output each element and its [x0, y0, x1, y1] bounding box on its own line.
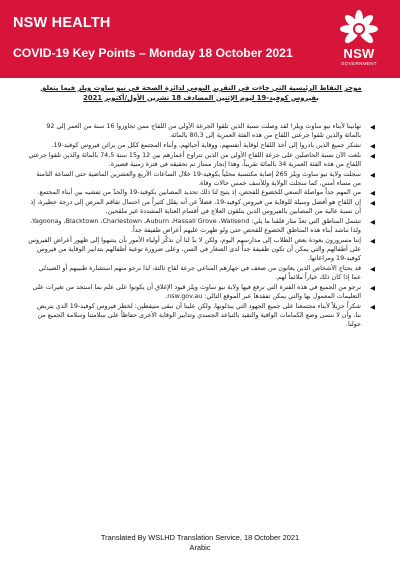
point-text: تشمل المناطق التي تعدّ مثار قلقنا ما يلي: Blacktown ،Charlestown ،Auburn ،Hassall Grove ،Wallsend، وYagoona، ولذا نناشد أبناء هذه المناطق الخضوع للفحص حتى ولو ظهرت عليهم أعراض طفيفة جداً. — [29, 218, 361, 235]
point-text: قد يحتاج الأشخاص الذين يعانون من ضعف في جهازهم المناعي جرعة لقاح ثالثة، لذا نرجو منهم استشارة طبيبهم أو الصيدلي عما إذا كان ذلك خياراً ملائماً لهم. — [38, 265, 361, 282]
point-text: نرجو من الجميع في هذه الفترة التي ترفع فيها ولاية نيو ساوث ويلز قيود الإغلاق أن يكونوا على علم بما استجد من تغيرات على التعليمات المعمول بها والتي يمكن تفقدها عبر الموقع التالي: nsw.gov.au. — [32, 284, 361, 301]
list-item — [28, 302, 375, 329]
point-text: نشكر جميع الذين بادروا إلى أخذ اللقاح لوقاية أنفسهم، ووقاية أحبائهم، وأبناء المجتمع ككل من براثن فيروس كوفيد-19. — [51, 141, 361, 149]
bullet-arrow-icon: ◀ — [370, 170, 375, 179]
list-item — [28, 151, 375, 169]
point-text: شكراً جزيلاً لأبناء مجتمعنا على جميع الجهود التي يبذلونها، ولكن علينا أن نبقى متيقظين: لخطر فيروس كوفيد-19 الذي يتربص بنا، وأن لا ننسى وضع الكمامات الواقية والتقيد بالتباعد الجسدي وتدابير الوقاية الأخرى حفاظاً على سلامتنا وسلامة الجميع من حولنا. — [37, 302, 361, 329]
document-heading: موجز النقاط الرئيسية التي جاءت في التقرير اليومي لدائرة الصحة في نيو ساوث ويلز فيما يتعلق بفيروس كوفيد-19 ليوم الإثنين المصادف 18 تشرين الأول/أكتوبر 2021 — [40, 84, 362, 102]
bullet-arrow-icon: ◀ — [370, 265, 375, 274]
point-text: من المهم جداً مواصلة السعي للخضوع للفحص، إذ يتيح لنا ذلك تحديد المصابين بكوفيد-19 والحدّ من تفشيه بين أبناء المجتمع. — [37, 189, 361, 197]
banner-title: NSW HEALTH — [13, 15, 111, 31]
bullet-arrow-icon: ◀ — [370, 141, 375, 150]
list-item — [28, 236, 375, 263]
point-text: سجلت ولاية نيو ساوث ويلز 265 إصابة مكتسبة محلياً بكوفيد-19 خلال الساعات الأربع والعشرين الماضية حتى الساعة الثامنة من مساء أمس، كما سجلت الولاية وللأسف خمس حالات وفاة. — [36, 170, 361, 187]
bullet-arrow-icon: ◀ — [370, 123, 375, 131]
bullet-arrow-icon: ◀ — [370, 189, 375, 198]
point-text: تهانينا لأبناء نيو ساوث ويلز! لقد وصلت نسبة الذين تلقوا الجرعة الأولى من اللقاح ممن تجاوزوا 16 سنة من العمر إلى 92 بالمائة والذين تلقوا جرعتي اللقاح من هذه الفئة العمرية إلى 80,3 بالمائة. — [46, 123, 361, 140]
bullet-arrow-icon: ◀ — [370, 284, 375, 292]
bullet-arrow-icon: ◀ — [370, 151, 375, 160]
point-text: إننا مسرورون بعودة بعض الطلاب إلى مدارسهم اليوم، ولكن لا بدّ لنا أن نذكّر أولياء الأمور بأن ينتبهوا إلى ظهور أعراض الفيروس على أطفالهم والتي يمكن أن تكون طفيفة جداً لدى الصغار في السن، وعلى ضرورة توعية أطفالهم بتدابير الوقاية من فيروس كوفيد-19 ومراعاتها. — [28, 237, 361, 263]
list-item — [28, 170, 375, 188]
key-points-list — [28, 122, 375, 330]
translation-credit: Translated By WSLHD Translation Service, 18 October 2021 — [100, 533, 300, 542]
point-text: بلغت الآن نسبة الحاصلين على جرعة اللقاح الأولى من الذين تتراوح أعمارهم بين 12 و15 سنة 74,5 بالمائة والذين تلقوا جرعتي اللقاح من هذه الفئة العمرية 34 بالمائة تقريباً، وهذا إنجاز ممتاز تم تحقيقه في فترة زمنية قصيرة. — [28, 151, 361, 168]
banner-subtitle: COVID-19 Key Points – Monday 18 October 2021 — [13, 46, 293, 60]
list-item — [28, 264, 375, 282]
list-item — [28, 122, 375, 140]
bullet-arrow-icon: ◀ — [370, 218, 375, 227]
list-item — [28, 141, 375, 150]
bullet-arrow-icon: ◀ — [370, 199, 375, 208]
footer — [0, 533, 400, 553]
logo-text: NSW — [343, 46, 375, 61]
list-item — [28, 198, 375, 216]
point-text: إن اللقاح هو أفضل وسيلة للوقاية من فيروس كوفيد-19، فضلاً عن أنه يقلل كثيراً من احتمال تفاقم المرض إلى درجة خطيرة، إذ أن نسبة عالية من المصابين بالفيروس الذين يتلقون العلاج في أقسام العناية المشددة غير ملقحين. — [30, 199, 361, 216]
bullet-arrow-icon: ◀ — [370, 302, 375, 311]
header-banner — [0, 0, 400, 78]
list-item — [28, 188, 375, 197]
bullet-arrow-icon: ◀ — [370, 237, 375, 246]
list-item — [28, 283, 375, 301]
language-label: Arabic — [189, 543, 211, 552]
list-item — [28, 217, 375, 235]
logo-subtext: GOVERNMENT — [341, 61, 377, 66]
